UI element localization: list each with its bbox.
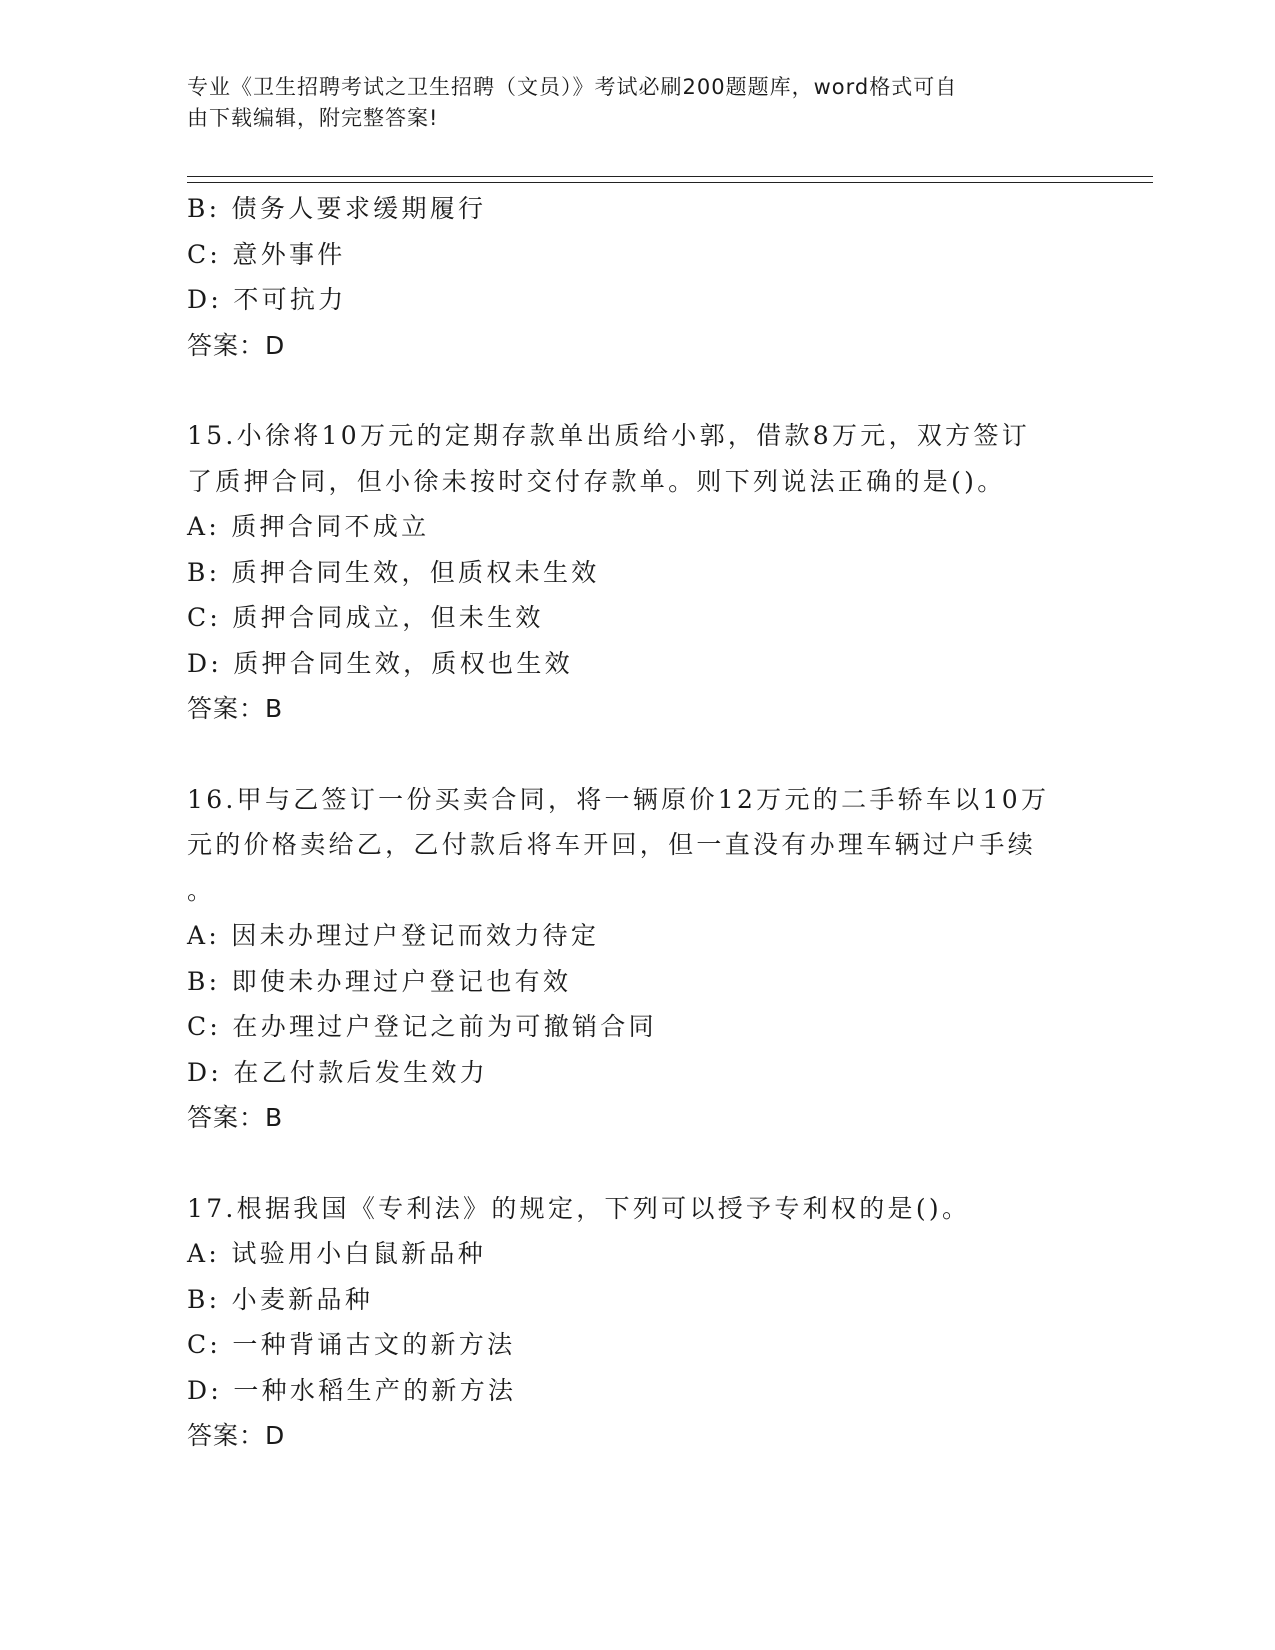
question-content	[187, 186, 1087, 1459]
option-a: A: 因未办理过户登记而效力待定	[187, 921, 600, 950]
question-block-14	[187, 186, 1087, 368]
question-block-16	[187, 777, 1087, 1141]
question-block-15	[187, 413, 1087, 732]
answer-line: 答案：D	[187, 1421, 286, 1450]
answer-line: 答案：D	[187, 330, 286, 360]
answer-line: 答案：B	[187, 1103, 284, 1132]
question-stem-line: 17.根据我国《专利法》的规定，下列可以授予专利权的是()。	[187, 1193, 971, 1223]
header-divider-top	[187, 176, 1153, 177]
header-line-2: 由下载编辑，附完整答案!	[187, 106, 439, 130]
question-stem-line: 。	[187, 875, 216, 905]
option-b: B: 债务人要求缓期履行	[187, 194, 487, 223]
header-divider-bottom	[187, 182, 1153, 183]
answer-line: 答案：B	[187, 694, 284, 723]
document-header	[187, 72, 1067, 134]
option-d: D: 不可抗力	[187, 285, 347, 314]
option-a: A: 试验用小白鼠新品种	[187, 1239, 487, 1268]
question-block-17	[187, 1186, 1087, 1459]
option-c: C: 一种背诵古文的新方法	[187, 1330, 516, 1359]
option-c: C: 在办理过户登记之前为可撤销合同	[187, 1012, 657, 1041]
header-line-1: 专业《卫生招聘考试之卫生招聘（文员）》考试必刷200题题库，word格式可自	[187, 75, 958, 99]
question-stem-line: 15.小徐将10万元的定期存款单出质给小郭，借款8万元，双方签订	[187, 421, 1031, 450]
question-stem-line: 了质押合同，但小徐未按时交付存款单。则下列说法正确的是()。	[187, 466, 1006, 496]
option-b: B: 质押合同生效，但质权未生效	[187, 557, 600, 587]
option-b: B: 小麦新品种	[187, 1284, 374, 1314]
option-a: A: 质押合同不成立	[187, 512, 430, 541]
question-stem-line: 元的价格卖给乙，乙付款后将车开回，但一直没有办理车辆过户手续	[187, 830, 1037, 859]
option-d: D: 一种水稻生产的新方法	[187, 1375, 517, 1405]
option-d: D: 在乙付款后发生效力	[187, 1057, 489, 1087]
option-c: C: 质押合同成立，但未生效	[187, 603, 544, 632]
question-stem-line: 16.甲与乙签订一份买卖合同，将一辆原价12万元的二手轿车以10万	[187, 784, 1050, 814]
option-b: B: 即使未办理过户登记也有效	[187, 966, 572, 996]
option-c: C: 意外事件	[187, 239, 346, 269]
option-d: D: 质押合同生效，质权也生效	[187, 648, 573, 678]
